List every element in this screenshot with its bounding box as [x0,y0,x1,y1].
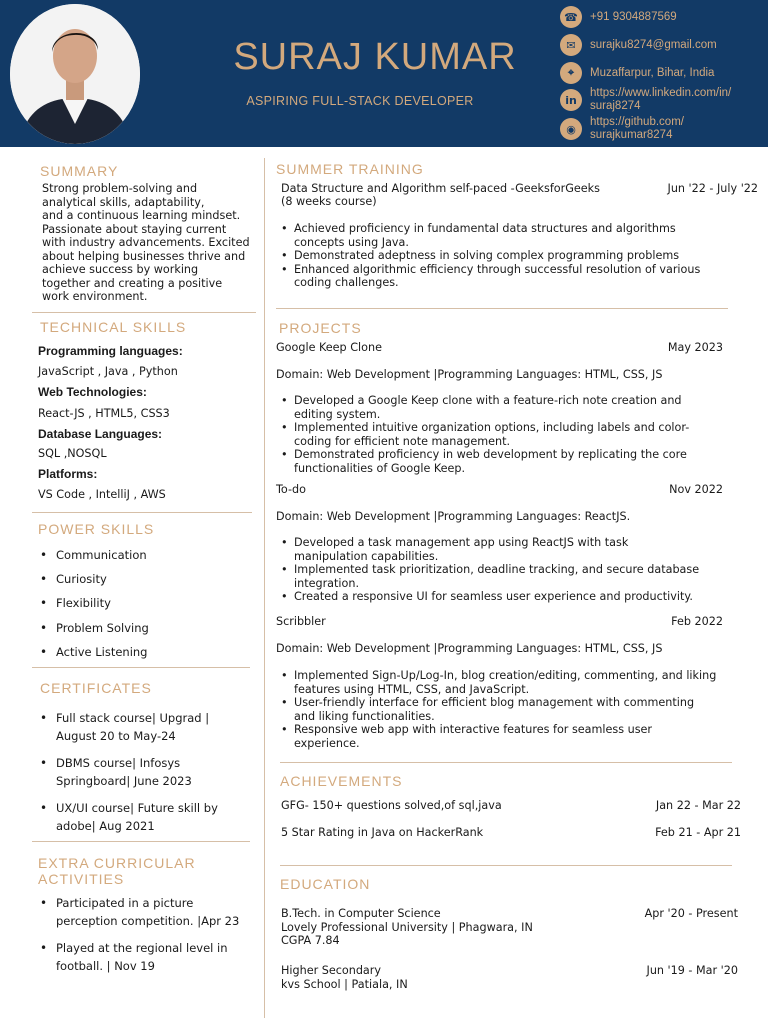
section-rule [276,308,728,309]
contact-phone[interactable] [560,6,765,30]
education-date: Apr '20 - Present [644,907,738,920]
project-domain: Domain: Web Development |Programming Languages: HTML, CSS, JS [276,368,663,381]
project-bullets [281,536,699,604]
list-item: • Curiosity [40,573,149,587]
github-icon: ◉ [560,118,582,140]
list-item: • Played at the regional level in football. | Nov 19 [40,939,239,975]
certificates-list [40,709,218,835]
achievement-date: Jan 22 - Mar 22 [655,799,741,812]
list-item: • Participated in a picture perception competition. |Apr 23 [40,894,239,930]
list-item: • Responsive web app with interactive features for seamless user experience. [281,723,716,750]
education-entry: Higher Secondary kvs School | Patiala, IN [281,964,408,991]
section-rule [32,841,250,842]
section-rule [32,667,250,668]
project-date: Feb 2022 [671,615,723,628]
achievements-heading: ACHIEVEMENTS [280,773,403,789]
training-bullets [281,222,700,290]
education-heading: EDUCATION [280,876,371,892]
list-item: • Demonstrated adeptness in solving complex programming problems [281,249,700,263]
candidate-role: ASPIRING FULL-STACK DEVELOPER [246,94,474,108]
header-banner [0,0,768,147]
project-bullets [281,669,716,750]
summary-heading: SUMMARY [40,163,119,179]
list-item: • Developed a task management app using ReactJS with task manipulation capabilities. [281,536,699,563]
training-duration: (8 weeks course) [281,195,377,208]
technical-skills-heading: TECHNICAL SKILLS [40,319,187,335]
power-skills-heading: POWER SKILLS [38,521,155,537]
extracurricular-heading: EXTRA CURRICULAR ACTIVITIES [38,855,196,887]
training-date: Jun '22 - July '22 [667,182,758,195]
projects-heading: PROJECTS [279,320,362,336]
education-date: Jun '19 - Mar '20 [646,964,738,977]
achievement-date: Feb 21 - Apr 21 [655,826,741,839]
skill-group-label: Database Languages: [38,427,163,441]
linkedin-icon: in [560,89,582,111]
education-entry: B.Tech. in Computer Science Lovely Professional University | Phagwara, IN CGPA 7.84 [281,907,533,947]
certificates-heading: CERTIFICATES [40,680,152,696]
list-item: • Full stack course| Upgrad | August 20 to May-24 [40,709,218,745]
list-item: • User-friendly interface for efficient blog management with commenting and liking functionalities. [281,696,716,723]
skill-group-label: Programming languages: [38,344,183,358]
project-name: To-do [276,483,306,496]
list-item: • Created a responsive UI for seamless user experience and productivity. [281,590,699,604]
achievement-text: 5 Star Rating in Java on HackerRank [281,826,484,839]
profile-photo [10,4,140,144]
contact-github[interactable] [560,118,765,142]
column-divider [264,158,265,1018]
linkedin-url: https://www.linkedin.com/in/ suraj8274 [590,87,732,112]
list-item: • Flexibility [40,597,149,611]
contact-email[interactable] [560,34,765,58]
project-domain: Domain: Web Development |Programming Languages: HTML, CSS, JS [276,642,663,655]
list-item: • Active Listening [40,646,149,660]
phone-number: +91 9304887569 [590,11,677,23]
person-portrait-icon [10,4,140,144]
phone-icon: ☎ [560,6,582,28]
list-item: • DBMS course| Infosys Springboard| June 2023 [40,754,218,790]
skill-group-value: SQL ,NOSQL [38,447,107,460]
list-item: • Achieved proficiency in fundamental data structures and algorithms concepts using Java. [281,222,700,249]
project-bullets [281,394,689,475]
list-item: • Enhanced algorithmic efficiency through successful resolution of various coding challenges. [281,263,700,290]
project-name: Google Keep Clone [276,341,382,354]
section-rule [280,865,732,866]
project-date: Nov 2022 [669,483,723,496]
section-rule [32,512,252,513]
skill-group-value: React-JS , HTML5, CSS3 [38,407,170,420]
list-item: • Implemented task prioritization, deadline tracking, and secure database integration. [281,563,699,590]
extracurricular-list [40,894,239,975]
training-course: Data Structure and Algorithm self-paced -GeeksforGeeks [281,182,600,195]
skill-group-label: Web Technologies: [38,385,147,399]
power-skills-list [40,549,149,659]
summer-training-heading: SUMMER TRAINING [276,161,424,177]
email-icon: ✉ [560,34,582,56]
location-icon: ⌖ [560,62,582,84]
list-item: • Implemented intuitive organization options, including labels and color- coding for efficient note management. [281,421,689,448]
list-item: • UX/UI course| Future skill by adobe| Aug 2021 [40,799,218,835]
project-date: May 2023 [667,341,723,354]
contact-location [560,62,765,86]
skill-group-label: Platforms: [38,467,98,481]
contact-linkedin[interactable] [560,89,765,113]
section-rule [32,312,256,313]
project-domain: Domain: Web Development |Programming Languages: ReactJS. [276,510,631,523]
skill-group-value: JavaScript , Java , Python [38,365,178,378]
list-item: • Implemented Sign-Up/Log-In, blog creation/editing, commenting, and liking features using HTML, CSS, and JavaScript. [281,669,716,696]
github-url: https://github.com/ surajkumar8274 [590,116,684,141]
summary-text: Strong problem-solving and analytical skills, adaptability, and a continuous learning mindset. Passionate about staying current with industry advancements. Excited about helping businesses thrive and achieve success by working together and creating a positive work environment. [42,182,250,303]
candidate-name: SURAJ KUMAR [233,36,517,78]
skill-group-value: VS Code , IntelliJ , AWS [38,488,166,501]
list-item: • Communication [40,549,149,563]
achievement-text: GFG- 150+ questions solved,of sql,java [281,799,502,812]
list-item: • Developed a Google Keep clone with a feature-rich note creation and editing system. [281,394,689,421]
email-address: surajku8274@gmail.com [590,39,717,51]
list-item: • Demonstrated proficiency in web development by replicating the core functionalities of Google Keep. [281,448,689,475]
list-item: • Problem Solving [40,622,149,636]
location-text: Muzaffarpur, Bihar, India [590,67,715,79]
project-name: Scribbler [276,615,326,628]
section-rule [280,762,732,763]
